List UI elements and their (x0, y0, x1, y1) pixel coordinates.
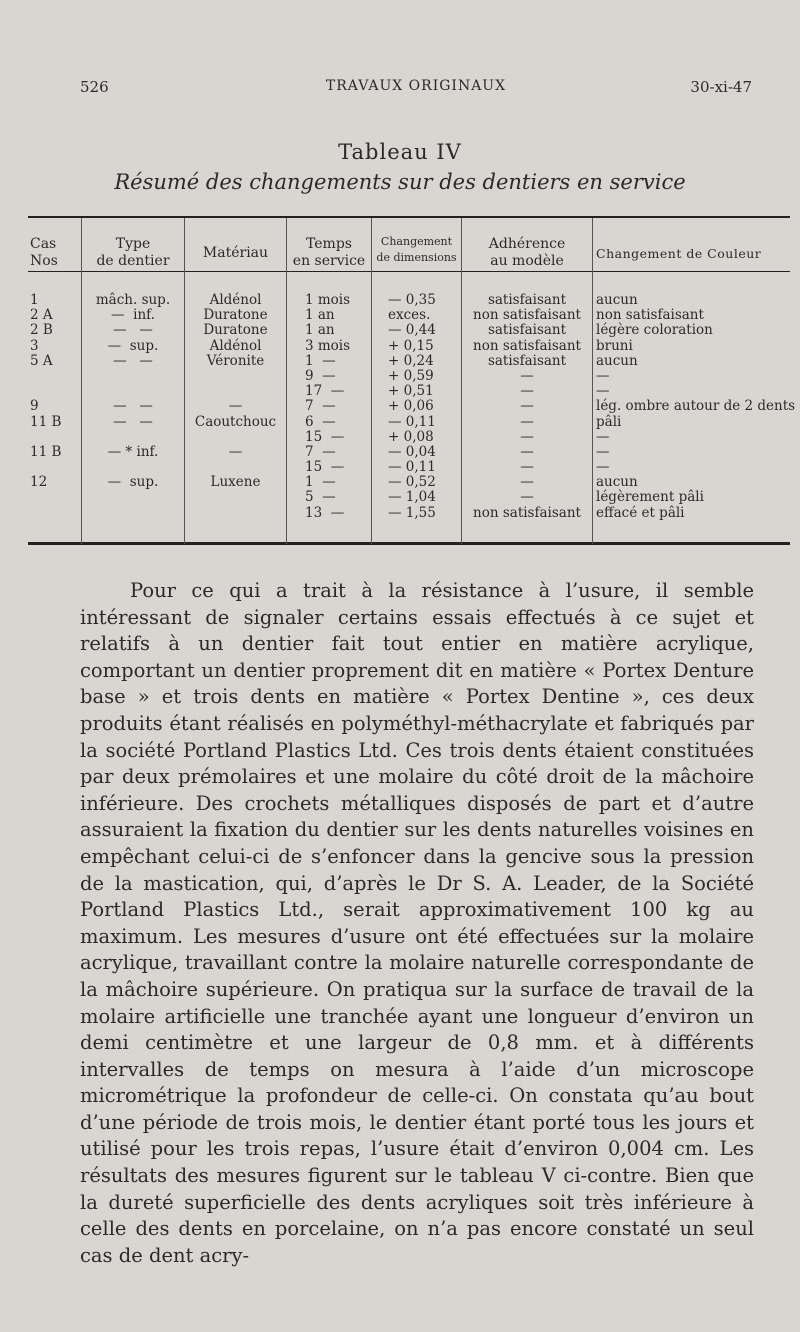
table-cell-temps: 5 — (305, 489, 336, 506)
table-cell-type: — sup. (107, 474, 159, 491)
table-cell-cas: 1 (30, 292, 39, 308)
table-cell-temps: 6 — (305, 413, 336, 430)
table-cell-coul: — (596, 428, 610, 445)
col-divider (592, 218, 593, 544)
table-cell-coul: — (596, 443, 610, 460)
table-cell-temps: 7 — (305, 443, 336, 460)
table-cell-dim: — 0,11 (388, 413, 436, 430)
table-cell-type: — — (113, 413, 153, 430)
table-cell-temps: 1 an (305, 307, 335, 324)
table-top-rule (28, 216, 790, 218)
column-adherence (462, 293, 592, 521)
header-materiau: Matériau (202, 245, 269, 261)
table-cell-materiau (185, 384, 286, 399)
table-cell-cas: 11 B (30, 443, 62, 460)
table-cell-type (82, 490, 184, 505)
table-cell-materiau: Luxene (210, 474, 261, 491)
table-cell-type: mâch. sup. (95, 292, 171, 308)
header-couleur: Changement de Couleur (596, 246, 762, 261)
column-type (82, 293, 184, 521)
table-cell-temps: 1 — (305, 352, 336, 369)
table-cell-dim: — 0,44 (388, 322, 436, 339)
table-cell-temps: 3 mois (305, 337, 351, 354)
column-materiau (185, 293, 286, 521)
table-cell-coul: effacé et pâli (596, 504, 685, 521)
table-cell-coul: aucun (596, 474, 638, 491)
table-cell-dim: + 0,08 (388, 428, 434, 445)
table-cell-coul: bruni (596, 337, 633, 354)
table-cell-cas (30, 490, 80, 505)
table-cell-coul: légèrement pâli (596, 489, 704, 506)
running-title: TRAVAUX ORIGINAUX (325, 78, 507, 94)
table-cell-cas (30, 460, 80, 475)
table-cell-coul: légère coloration (596, 322, 713, 339)
table-cell-dim: — 0,35 (388, 292, 436, 308)
table-cell-adh: satisfaisant (487, 352, 567, 369)
table-cell-materiau: — (228, 398, 243, 415)
table-cell-dim: + 0,51 (388, 383, 434, 400)
table-cell-coul: aucun (596, 292, 638, 308)
table-cell-type (82, 506, 184, 521)
table-cell-cas: 2 A (30, 307, 53, 324)
table-cell-dim: exces. (388, 307, 431, 324)
table-cell-coul: — (596, 459, 610, 476)
table-cell-coul: — (596, 367, 610, 384)
table-cell-adh: — (520, 428, 534, 445)
table-cell-cas: 2 B (30, 322, 53, 339)
table-cell-materiau (185, 430, 286, 445)
table-cell-materiau: Aldénol (209, 337, 262, 354)
table-bottom-rule (28, 542, 790, 545)
header-dimensions: Changement de dimensions (376, 235, 457, 264)
table-cell-coul: pâli (596, 413, 622, 430)
page-date: 30-xi-47 (690, 78, 752, 96)
table-cell-materiau: Duratone (203, 307, 268, 324)
table-cell-adh: — (520, 383, 534, 400)
table-cell-coul: lég. ombre autour de 2 dents (596, 398, 796, 415)
table-cell-temps: 15 — (305, 428, 345, 445)
table-cell-cas: 5 A (30, 352, 53, 369)
table-header-rule (28, 271, 790, 272)
table-cell-adh: — (520, 459, 534, 476)
table-cell-coul: aucun (596, 352, 638, 369)
table-cell-materiau: Véronite (206, 352, 265, 369)
column-temps (305, 293, 371, 521)
table-cell-dim: + 0,15 (388, 337, 434, 354)
table-cell-dim: — 1,04 (388, 489, 436, 506)
table-cell-dim: — 1,55 (388, 504, 436, 521)
table-cell-materiau (185, 506, 286, 521)
table-cell-dim: — 0,11 (388, 459, 436, 476)
table-cell-adh: — (520, 443, 534, 460)
table-cell-adh: non satisfaisant (473, 337, 581, 354)
table-cell-type (82, 369, 184, 384)
table-cell-adh: satisfaisant (487, 292, 567, 308)
table-cell-coul: — (596, 383, 610, 400)
column-dimensions (388, 293, 461, 521)
table-cell-temps: 13 — (305, 504, 345, 521)
table-cell-materiau (185, 460, 286, 475)
body-text (80, 578, 754, 1269)
table-cell-type (82, 384, 184, 399)
table-cell-cas: 12 (30, 474, 48, 491)
table-cell-adh: — (520, 413, 534, 430)
table-cell-cas (30, 430, 80, 445)
header-adherence: Adhérence au modèle (488, 236, 566, 269)
table-cell-adh: — (520, 474, 534, 491)
table-cell-type: — — (113, 322, 153, 339)
table-cell-cas: 3 (30, 337, 39, 354)
table-cell-type (82, 460, 184, 475)
table-cell-coul: non satisfaisant (596, 307, 704, 324)
table-cell-cas (30, 384, 80, 399)
table-cell-dim: + 0,59 (388, 367, 434, 384)
table-cell-temps: 1 an (305, 322, 335, 339)
table-cell-type: — * inf. (107, 443, 159, 460)
column-couleur (596, 293, 796, 521)
table-cell-temps: 7 — (305, 398, 336, 415)
table-cell-temps: 17 — (305, 383, 345, 400)
table-cell-type: — inf. (111, 307, 155, 324)
table-cell-materiau (185, 369, 286, 384)
body-paragraph: Pour ce qui a trait à la résistance à l’usure, il semble intéressant de signaler certains essais effectués à ce sujet et relatifs à un dentier fait tout entier en matière acrylique, comportant un dentier proprement dit en matière « Portex Denture base » et trois dents en matière « Portex Dentine », ces deux produits étant réalisés en polyméthyl-méthacrylate et fabriqués par la société Portland Plastics Ltd. Ces trois dents étaient constituées par deux prémolaires et une molaire du côté droit de la mâchoire inférieure. Des crochets métalliques disposés de part et d’autre assuraient la fixation du dentier sur les dents naturelles voisines en empêchant celui-ci de s’enfoncer dans la gencive sous la pression de la mastication, qui, d’après le Dr S. A. Leader, de la Société Portland Plastics Ltd., serait approximativement 100 kg au maximum. Les mesures d’usure ont été effectuées sur la molaire acrylique, travaillant contre la molaire naturelle correspondante de la mâchoire supérieure. On pratiqua sur la surface de travail de la molaire artificielle une tranchée ayant une longueur d’environ un demi centimètre et une largeur de 0,8 mm. et à différents intervalles de temps on mesura à l’aide d’un microscope micrométrique la profondeur de celle-ci. On constata qu’au bout d’une période de trois mois, le dentier étant porté tous les jours et utilisé pour les trois repas, l’usure était d’environ 0,004 cm. Les résultats des mesures figurent sur le tableau V ci-contre. Bien que la dureté superficielle des dents acryliques soit très inférieure à celle des dents en porcelaine, on n’a pas encore constaté un seul cas de dent acry- (80, 579, 754, 1267)
table-cell-temps: 15 — (305, 459, 345, 476)
table-cell-adh: — (520, 398, 534, 415)
table-cell-cas: 11 B (30, 413, 62, 430)
col-divider (371, 218, 372, 544)
table-cell-materiau: Aldénol (209, 292, 262, 308)
table-cell-cas (30, 369, 80, 384)
page-header (80, 78, 752, 102)
table-cell-materiau: Duratone (203, 322, 268, 339)
table-cell-materiau (185, 490, 286, 505)
table-cell-dim: — 0,04 (388, 443, 436, 460)
header-type: Type de dentier (96, 236, 170, 269)
table-cell-dim: + 0,24 (388, 352, 434, 369)
header-cas: Cas Nos (30, 236, 58, 269)
table-subtitle: Résumé des changements sur des dentiers en service (114, 170, 686, 194)
table-cell-materiau: Caoutchouc (194, 413, 277, 430)
table-cell-type (82, 430, 184, 445)
table-cell-adh: non satisfaisant (473, 504, 581, 521)
table-cell-adh: — (520, 367, 534, 384)
table-cell-temps: 9 — (305, 367, 336, 384)
table-title: Tableau IV (338, 140, 462, 164)
page-number: 526 (80, 78, 109, 96)
table-cell-cas (30, 506, 80, 521)
table-cell-dim: + 0,06 (388, 398, 434, 415)
table-cell-type: — — (113, 352, 153, 369)
table-cell-adh: non satisfaisant (473, 307, 581, 324)
column-cas (30, 293, 80, 521)
table-cell-temps: 1 mois (305, 292, 351, 308)
table-cell-adh: — (520, 489, 534, 506)
table-cell-materiau: — (228, 443, 243, 460)
table-cell-adh: satisfaisant (487, 322, 567, 339)
table-cell-temps: 1 — (305, 474, 336, 491)
table-cell-cas: 9 (30, 398, 39, 415)
table-cell-type: — — (113, 398, 153, 415)
table-cell-type: — sup. (107, 337, 159, 354)
header-temps: Temps en service (292, 236, 366, 269)
table-cell-dim: — 0,52 (388, 474, 436, 491)
